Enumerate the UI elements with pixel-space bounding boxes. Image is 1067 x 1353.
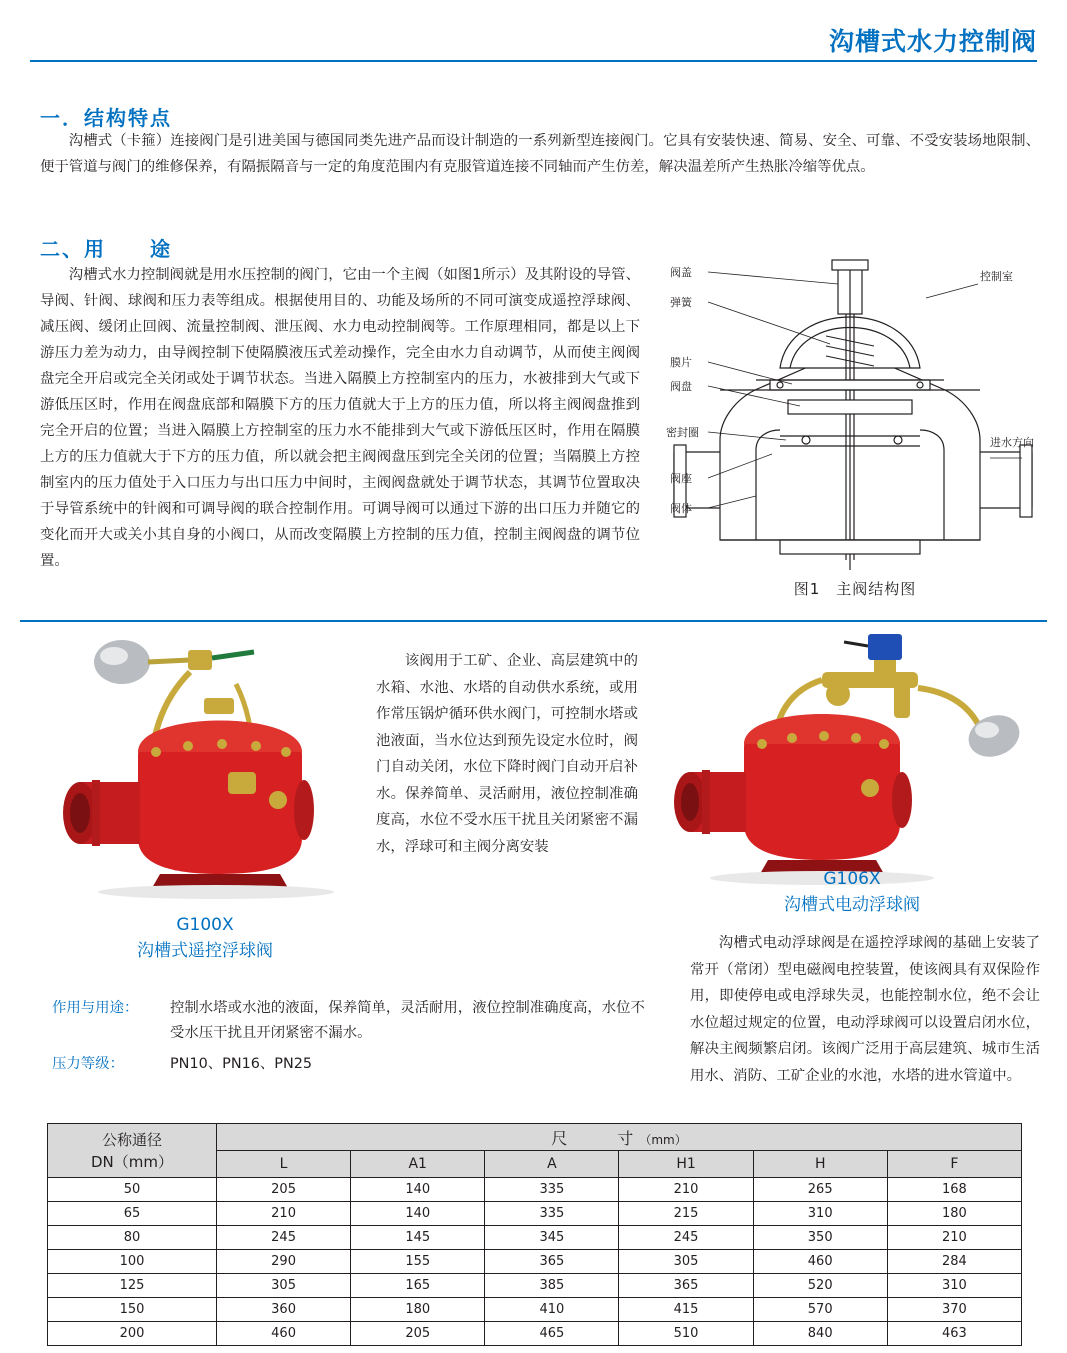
diagram-label-diaphragm: 膜片: [670, 356, 692, 369]
cell-L: 460: [217, 1322, 351, 1346]
table-row: [48, 1250, 1022, 1274]
cell-A: 335: [485, 1178, 619, 1202]
cell-A1: 205: [351, 1322, 485, 1346]
cell-F: 180: [887, 1202, 1021, 1226]
product-right-caption: [672, 866, 1032, 918]
product-left-caption: [40, 912, 370, 964]
cell-L: 290: [217, 1250, 351, 1274]
main-valve-diagram: [660, 240, 1050, 590]
cell-A1: 140: [351, 1202, 485, 1226]
table-header-row-1: [48, 1124, 1022, 1151]
product-left-model: G100X: [176, 915, 234, 935]
cell-dn: 50: [48, 1178, 217, 1202]
cell-H: 350: [753, 1226, 887, 1250]
cell-L: 210: [217, 1202, 351, 1226]
diagram-label-flow: 进水方向: [990, 436, 1034, 449]
product-right-name: 沟槽式电动浮球阀: [784, 895, 920, 915]
cell-H1: 415: [619, 1298, 753, 1322]
product-right-description: 沟槽式电动浮球阀是在遥控浮球阀的基础上安装了常开（常闭）型电磁阀电控装置，使该阀具有双保险作用，即使停电或电浮球失灵，也能控制水位，绝不会让水位超过规定的位置，电动浮球阀可以设置启闭水位，解决主阀频繁启闭。该阀广泛用于高层建筑、城市生活用水、消防、工矿企业的水池，水塔的进水管道中。: [690, 935, 1040, 1084]
cell-F: 210: [887, 1226, 1021, 1250]
cell-dn: 150: [48, 1298, 217, 1322]
cell-dn: 125: [48, 1274, 217, 1298]
table-header-H: H: [753, 1151, 887, 1178]
spec-usage-label: 作用与用途：: [52, 1000, 139, 1016]
cell-H: 460: [753, 1250, 887, 1274]
cell-L: 305: [217, 1274, 351, 1298]
table-header-dn: [48, 1124, 217, 1178]
section-2-body: 沟槽式水力控制阀就是用水压控制的阀门，它由一个主阀（如图1所示）及其附设的导管、导阀、针阀、球阀和压力表等组成。根据使用目的、功能及场所的不同可演变成遥控浮球阀、减压阀、缓闭止回阀、流量控制阀、泄压阀、水力电动控制阀等。工作原理相同，都是以上下游压力差为动力，由导阀控制下使隔膜液压式差动操作，完全由水力自动调节，从而使主阀阀盘完全开启或完全关闭或处于调节状态。当进入隔膜上方控制室内的压力，水被排到大气或下游低压区时，作用在阀盘底部和隔膜下方的压力值就大于上方的压力值，所以将主阀阀盘推到完全开启的位置；当进入隔膜上方控制室的压力水不能排到大气或下游低压区时，作用在隔膜上方的压力值就大于下方的压力值，所以就会把主阀阀盘压到完全关闭的位置；当隔膜上方控制室内的压力值处于入口压力与出口压力中间时，主阀阀盘就处于调节状态，其调节位置取决于导管系统中的针阀和可调导阀的联合控制作用。可调导阀可以通过下游的出口压力并随它的变化而开大或关小其自身的小阀口，从而改变隔膜上方控制的压力值，控制主阀阀盘的调节位置。: [40, 267, 640, 569]
section-divider: [20, 620, 1047, 622]
table-row: [48, 1274, 1022, 1298]
cell-A1: 140: [351, 1178, 485, 1202]
cell-H: 310: [753, 1202, 887, 1226]
cell-F: 284: [887, 1250, 1021, 1274]
cell-A1: 165: [351, 1274, 485, 1298]
spec-pressure-value: PN10、PN16、PN25: [170, 1056, 313, 1072]
cell-F: 370: [887, 1298, 1021, 1322]
cell-L: 360: [217, 1298, 351, 1322]
cell-dn: 200: [48, 1322, 217, 1346]
cell-H1: 510: [619, 1322, 753, 1346]
cell-dn: 80: [48, 1226, 217, 1250]
table-row: [48, 1298, 1022, 1322]
cell-F: 463: [887, 1322, 1021, 1346]
cell-L: 205: [217, 1178, 351, 1202]
cell-A: 410: [485, 1298, 619, 1322]
table-row: [48, 1322, 1022, 1346]
figure-1-caption: 图1 主阀结构图: [793, 580, 917, 598]
page-title: 沟槽式水力控制阀: [828, 27, 1037, 56]
spec-usage: [52, 996, 652, 1046]
cell-H: 265: [753, 1178, 887, 1202]
cell-H1: 210: [619, 1178, 753, 1202]
table-header-size-unit: （mm）: [639, 1132, 687, 1147]
cell-H: 840: [753, 1322, 887, 1346]
product-right-model: G106X: [823, 869, 881, 889]
diagram-label-body: 阀体: [670, 502, 692, 515]
spec-pressure-label: 压力等级：: [52, 1056, 124, 1072]
product-image-g100x: [40, 632, 370, 902]
cell-A: 465: [485, 1322, 619, 1346]
cell-A: 385: [485, 1274, 619, 1298]
table-header-size-text: 尺 寸: [551, 1128, 640, 1148]
cell-A1: 180: [351, 1298, 485, 1322]
table-row: [48, 1202, 1022, 1226]
diagram-label-chamber: 控制室: [980, 270, 1013, 283]
cell-H1: 305: [619, 1250, 753, 1274]
cell-A1: 155: [351, 1250, 485, 1274]
cell-F: 168: [887, 1178, 1021, 1202]
table-header-dn-line1: 公称通径: [101, 1130, 162, 1149]
dimension-table: [47, 1123, 1022, 1346]
table-header-size-group: [217, 1124, 1022, 1151]
cell-dn: 100: [48, 1250, 217, 1274]
diagram-label-disc: 阀盘: [670, 380, 692, 393]
spec-pressure: [52, 1052, 652, 1077]
product-image-g106x: [672, 628, 1032, 888]
cell-A: 335: [485, 1202, 619, 1226]
table-header-A1: A1: [351, 1151, 485, 1178]
table-header-A: A: [485, 1151, 619, 1178]
cell-H: 570: [753, 1298, 887, 1322]
cell-A1: 145: [351, 1226, 485, 1250]
cell-A: 365: [485, 1250, 619, 1274]
cell-L: 245: [217, 1226, 351, 1250]
section-1-heading: 一．结构特点: [40, 106, 172, 130]
header-divider: [30, 60, 1037, 62]
cell-A: 345: [485, 1226, 619, 1250]
section-1-body: 沟槽式（卡箍）连接阀门是引进美国与德国同类先进产品而设计制造的一系列新型连接阀门。它具有安装快速、简易、安全、可靠、不受安装场地限制、便于管道与阀门的维修保养，有隔振隔音与一定的角度范围内有克服管道连接不同轴而产生仿差，解决温差所产生热胀冷缩等优点。: [40, 133, 1040, 175]
table-row: [48, 1226, 1022, 1250]
table-header-F: F: [887, 1151, 1021, 1178]
dimension-table-wrap: [47, 1123, 1022, 1346]
diagram-label-seat: 阀座: [670, 472, 692, 485]
diagram-label-seal: 密封圈: [666, 426, 699, 439]
section-2-heading: 二、用 途: [40, 237, 172, 261]
cell-F: 310: [887, 1274, 1021, 1298]
diagram-label-spring: 弹簧: [670, 296, 692, 309]
cell-H1: 365: [619, 1274, 753, 1298]
table-row: [48, 1178, 1022, 1202]
table-header-dn-line2: DN（mm）: [91, 1152, 173, 1171]
table-header-H1: H1: [619, 1151, 753, 1178]
product-left-description: 该阀用于工矿、企业、高层建筑中的水箱、水池、水塔的自动供水系统，或用作常压锅炉循环供水阀门，可控制水塔或池液面，当水位达到预先设定水位时，阀门自动关闭，水位下降时阀门自动开启补水。保养简单、灵活耐用，液位控制准确度高，水位不受水压干扰且关闭紧密不漏水，浮球可和主阀分离安装: [376, 653, 638, 855]
product-left-name: 沟槽式遥控浮球阀: [137, 941, 273, 961]
diagram-label-cover: 阀盖: [670, 266, 692, 279]
cell-H: 520: [753, 1274, 887, 1298]
page-header: [0, 0, 1067, 62]
spec-usage-value: 控制水塔或水池的液面，保养简单，灵活耐用，液位控制准确度高，水位不受水压干扰且开闭紧密不漏水。: [170, 1000, 645, 1041]
cell-H1: 215: [619, 1202, 753, 1226]
cell-H1: 245: [619, 1226, 753, 1250]
cell-dn: 65: [48, 1202, 217, 1226]
table-header-L: L: [217, 1151, 351, 1178]
